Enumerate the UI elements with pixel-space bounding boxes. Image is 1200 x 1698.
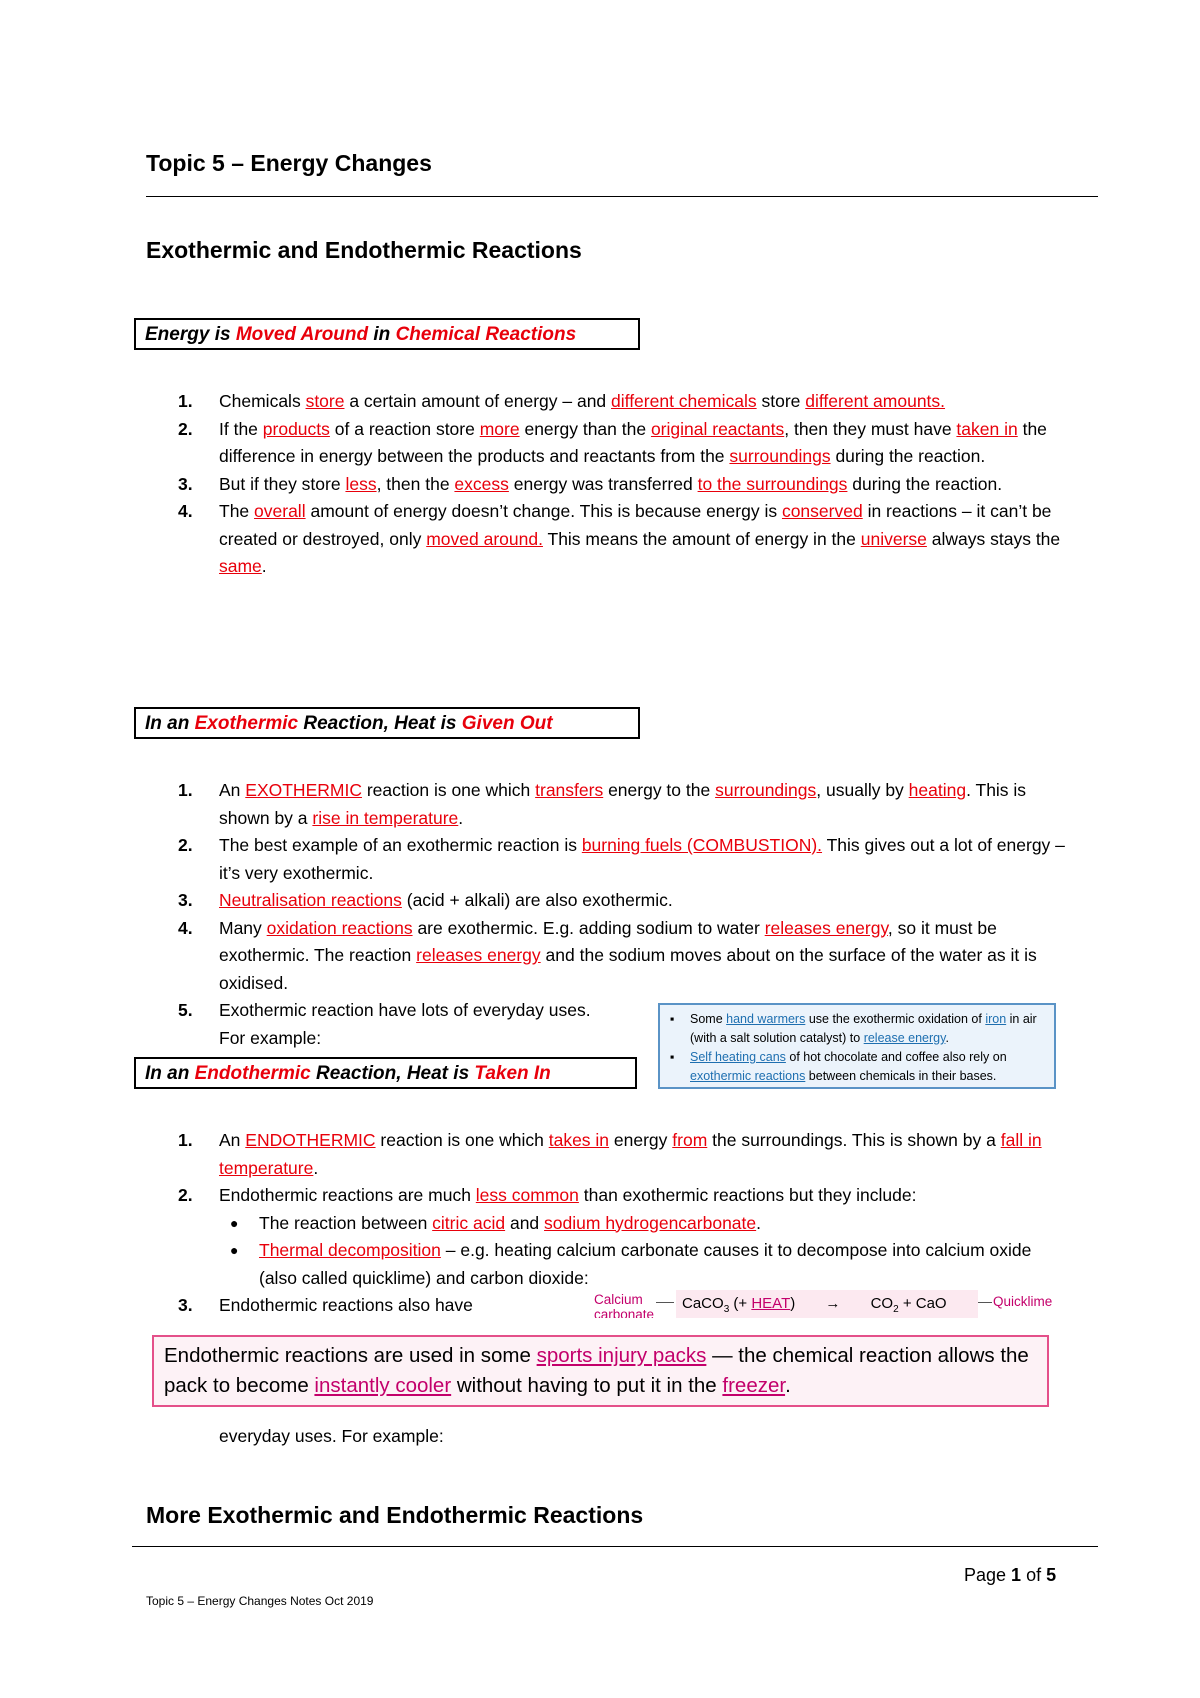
energy-list	[178, 388, 1068, 581]
list-item: 1. An EXOTHERMIC reaction is one which transfers energy to the surroundings, usually by heating. This is shown by a rise in temperature.	[178, 780, 1027, 828]
subheading-box-energy-moved: Energy is Moved Around in Chemical Reactions	[134, 318, 640, 350]
list-item: 3. Endothermic reactions also have	[178, 1295, 473, 1315]
subheading-box-endothermic: In an Endothermic Reaction, Heat is Taken In	[134, 1057, 637, 1089]
continuation-text: everyday uses. For example:	[219, 1426, 444, 1446]
list-item: ▪ Some hand warmers use the exothermic oxidation of iron in air (with a salt solution catalyst) to release energy.	[670, 1012, 1037, 1045]
bullet-square-icon: ▪	[670, 1012, 675, 1026]
list-item: 2. Endothermic reactions are much less common than exothermic reactions but they include: ● The reaction between citric acid and sodium hydrogencarbonate. ● Thermal decomposition – e.g. heating calcium carbonate causes it to decompose into calcium oxide (also called quicklime) and carbon dioxide:	[178, 1182, 1068, 1292]
decomposition-equation: Calcium carbonate CaCO$_3$ (+ HEAT) → $CO_2$ + CaO Quicklime	[594, 1292, 1053, 1318]
list-item: ● Thermal decomposition – e.g. heating calcium carbonate causes it to decompose into calcium oxide (also called quicklime) and carbon dioxide:	[219, 1237, 1068, 1292]
bullet-square-icon: ▪	[670, 1050, 675, 1064]
list-item: 1. Chemicals store a certain amount of energy – and different chemicals store different amounts.	[178, 391, 946, 411]
footer-text: Topic 5 – Energy Changes Notes Oct 2019	[146, 1594, 374, 1608]
exothermic-uses-inset	[658, 1003, 1056, 1089]
section-heading-exo-endo: Exothermic and Endothermic Reactions	[146, 237, 582, 263]
bullet-dot-icon: ●	[230, 1242, 239, 1258]
page-title: Topic 5 – Energy Changes	[146, 150, 432, 176]
endothermic-uses-inset: Endothermic reactions are used in some sports injury packs — the chemical reaction allows the pack to become instantly cooler without having to put it in the freezer.	[152, 1335, 1049, 1407]
bullet-dot-icon: ●	[230, 1214, 239, 1231]
list-item: 1. An ENDOTHERMIC reaction is one which takes in energy from the surroundings. This is shown by a fall in temperature.	[178, 1130, 1042, 1178]
page-number: Page 1 of 5	[964, 1565, 1057, 1585]
list-item: 3. Neutralisation reactions (acid + alkali) are also exothermic.	[178, 890, 673, 910]
list-item: 2. If the products of a reaction store more energy than the original reactants, then they must have taken in the difference in energy between the products and reactants from the surroundings during the reaction.	[178, 418, 1047, 466]
list-item: 3. But if they store less, then the excess energy was transferred to the surroundings during the reaction.	[178, 473, 1003, 494]
subheading-box-exothermic: In an Exothermic Reaction, Heat is Given Out	[134, 707, 640, 739]
list-item: 4. Many oxidation reactions are exothermic. E.g. adding sodium to water releases energy, so it must be exothermic. The reaction releases energy and the sodium moves about on the surface of the water as it is oxidised.	[178, 917, 1037, 993]
list-item: ● The reaction between citric acid and sodium hydrogencarbonate.	[219, 1210, 1068, 1238]
section-divider	[132, 1546, 1098, 1547]
list-item: 2. The best example of an exothermic reaction is burning fuels (COMBUSTION). This gives out a lot of energy – it’s very exothermic.	[178, 835, 1065, 883]
list-item: 4. The overall amount of energy doesn’t change. This is because energy is conserved in reactions – it can’t be created or destroyed, only moved around. This means the amount of energy in the universe always stays the same.	[178, 501, 1061, 576]
section-heading-more-reactions: More Exothermic and Endothermic Reactions	[146, 1502, 644, 1528]
list-item: 5. Exothermic reaction have lots of everyday uses. For example:	[178, 1000, 591, 1048]
endothermic-examples	[219, 1210, 1068, 1293]
list-item: ▪ Self heating cans of hot chocolate and coffee also rely on exothermic reactions between chemicals in their bases.	[670, 1050, 1007, 1083]
title-divider	[146, 196, 1098, 197]
